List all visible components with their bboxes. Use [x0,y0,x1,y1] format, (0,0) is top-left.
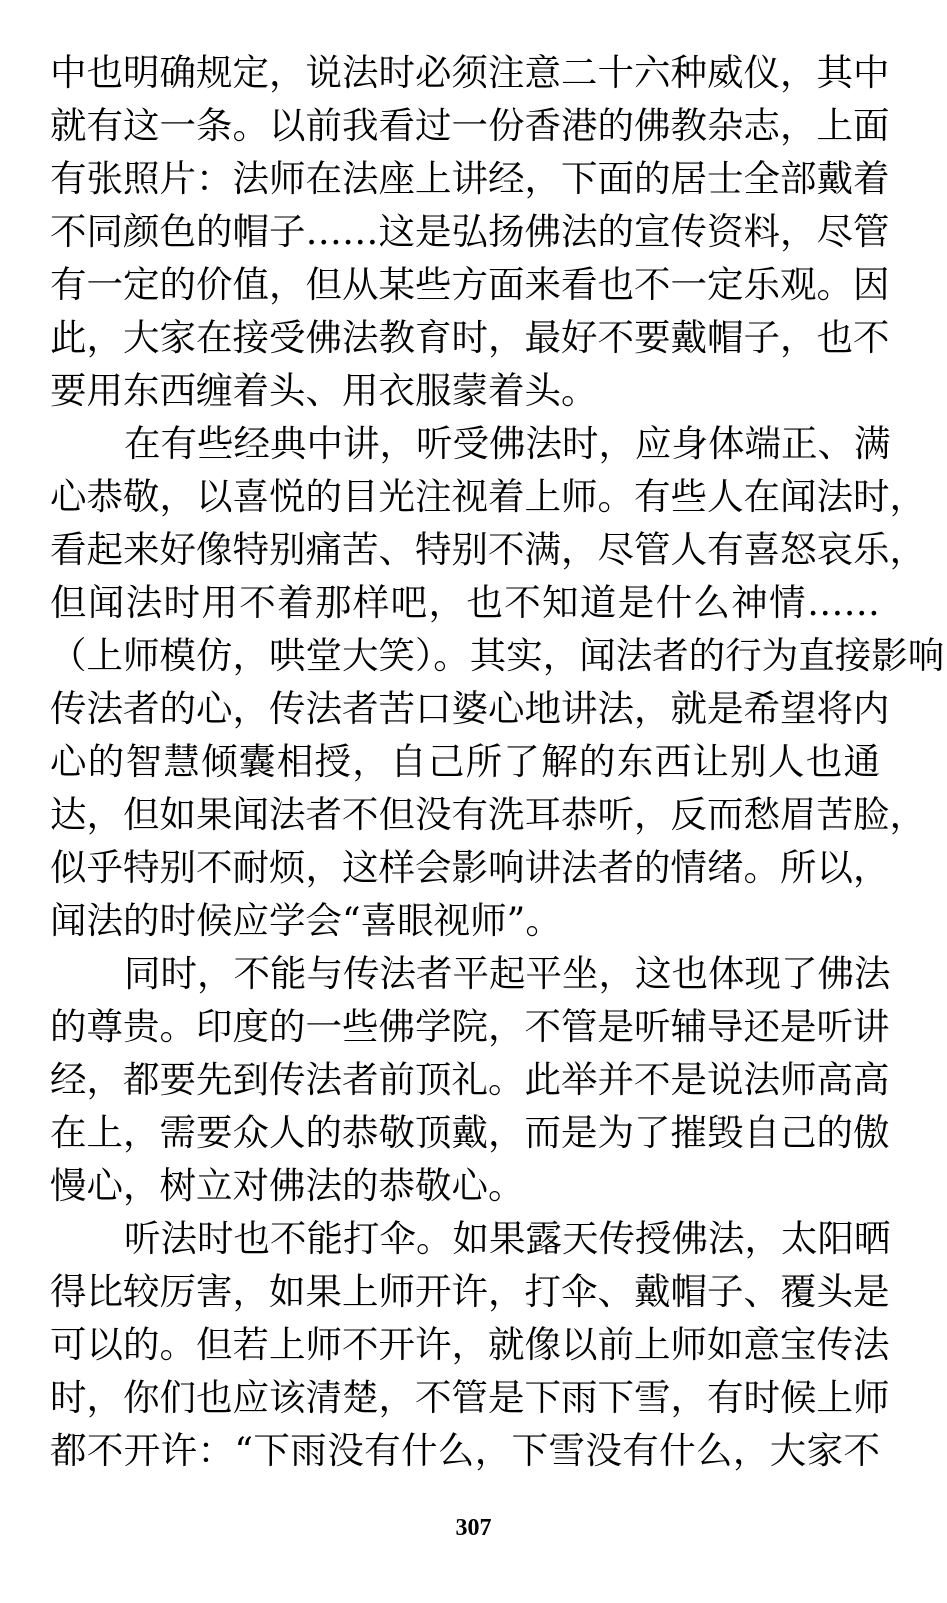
text-line: 达，但如果闻法者不但没有洗耳恭听，反而愁眉苦脸， [50,793,926,836]
text-line: 听法时也不能打伞。如果露天传授佛法，太阳晒 [124,1217,891,1260]
text-line: 不同颜色的帽子……这是弘扬佛法的宣传资料，尽管 [50,210,890,253]
text-line: 在上，需要众人的恭敬顶戴，而是为了摧毁自己的傲 [50,1111,890,1154]
text-line: 慢心，树立对佛法的恭敬心。 [50,1164,525,1207]
text-line: 经，都要先到传法者前顶礼。此举并不是说法师高高 [50,1058,890,1101]
text-line: 在有些经典中讲，听受佛法时，应身体端正、满 [124,422,891,465]
text-line: 可以的。但若上师不开许，就像以前上师如意宝传法 [50,1323,890,1366]
text-line: 有张照片：法师在法座上讲经，下面的居士全部戴着 [50,157,890,200]
text-line: 的尊贵。印度的一些佛学院，不管是听辅导还是听讲 [50,1005,890,1048]
text-line: 中也明确规定，说法时必须注意二十六种威仪，其中 [50,51,890,94]
body-text [50,46,945,1477]
text-line: 都不开许：“下雨没有什么，下雪没有什么，大家不 [50,1429,880,1472]
text-line: 时，你们也应该清楚，不管是下雨下雪，有时候上师 [50,1376,890,1419]
text-line: 似乎特别不耐烦，这样会影响讲法者的情绪。所以， [50,846,890,889]
text-line: 同时，不能与传法者平起平坐，这也体现了佛法 [124,952,891,995]
text-line: 传法者的心，传法者苦口婆心地讲法，就是希望将内 [50,687,890,730]
text-line: 心恭敬，以喜悦的目光注视着上师。有些人在闻法时， [50,475,926,518]
text-line: 此，大家在接受佛法教育时，最好不要戴帽子，也不 [50,316,890,359]
text-line: 闻法的时候应学会“喜眼视师”。 [50,899,562,942]
text-line: 但闻法时用不着那样吧，也不知道是什么神情…… [50,581,880,624]
text-line: 心的智慧倾囊相授，自己所了解的东西让别人也通 [50,740,880,783]
text-line: （上师模仿，哄堂大笑）。其实，闻法者的行为直接影响 [50,634,945,677]
text-line: 看起来好像特别痛苦、特别不满，尽管人有喜怒哀乐， [50,528,926,571]
text-line: 得比较厉害，如果上师开许，打伞、戴帽子、覆头是 [50,1270,890,1313]
page-number: 307 [455,1515,492,1541]
text-line: 有一定的价值，但从某些方面来看也不一定乐观。因 [50,263,890,306]
text-line: 就有这一条。以前我看过一份香港的佛教杂志，上面 [50,104,890,147]
text-line: 要用东西缠着头、用衣服蒙着头。 [50,369,598,412]
